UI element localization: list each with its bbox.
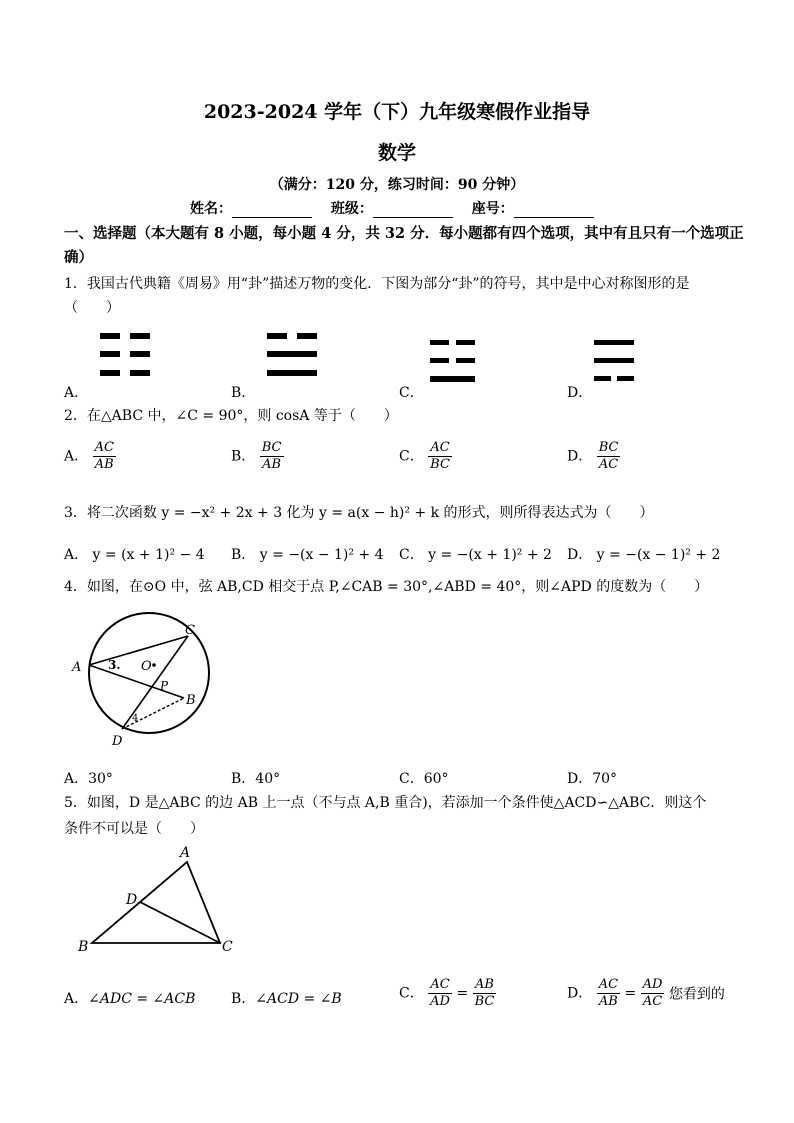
q4-stem: 4．如图，在⊙O 中，弦 AB,CD 相交于点 P,∠CAB = 30°,∠ABD = 40°，则∠APD 的度数为（ ） xyxy=(64,579,709,595)
class-blank[interactable] xyxy=(373,203,453,218)
q3-option-a[interactable]: A． y = (x + 1)² − 4 xyxy=(64,547,205,563)
denominator: AC xyxy=(598,457,619,472)
center-point xyxy=(152,663,156,667)
q4-option-a[interactable]: A．30° xyxy=(64,771,113,787)
q3-stem: 3．将二次函数 y = −x² + 2x + 3 化为 y = a(x − h)² + k 的形式，则所得表达式为（ ） xyxy=(64,505,654,521)
page-title: 2023-2024 学年（下）九年级寒假作业指导 xyxy=(203,101,591,123)
q2-option-d[interactable] xyxy=(567,440,620,473)
seat-blank[interactable] xyxy=(514,203,594,218)
name-label: 姓名： xyxy=(190,201,232,217)
q4-circle-figure xyxy=(62,605,222,755)
q1-option-c[interactable]: C． xyxy=(399,385,424,401)
denominator: AB xyxy=(94,457,114,472)
option-label: B． xyxy=(231,991,256,1007)
angle-label-30: 3. xyxy=(108,658,121,672)
denominator: AD xyxy=(430,994,450,1009)
option-label: C． xyxy=(399,448,424,465)
q1-option-a[interactable]: A． xyxy=(64,385,89,401)
numerator: AC xyxy=(430,440,450,455)
numerator: AD xyxy=(642,977,663,992)
q2-option-c[interactable] xyxy=(399,440,452,473)
fraction xyxy=(597,440,621,473)
q3-option-b[interactable]: B． y = −(x − 1)² + 4 xyxy=(231,547,384,563)
triangle-abc xyxy=(92,862,220,943)
q1-trigrams-figure xyxy=(60,320,700,400)
fraction xyxy=(428,440,452,473)
denominator: BC xyxy=(430,457,450,472)
q2-option-b[interactable] xyxy=(231,440,284,473)
label-d: D xyxy=(112,734,123,749)
score-line: （满分：120 分，练习时间：90 分钟） xyxy=(269,177,525,193)
numerator: AC xyxy=(430,977,450,992)
seat-label: 座号： xyxy=(471,201,514,217)
subject-title: 数学 xyxy=(377,142,416,164)
label-p: P xyxy=(160,679,169,693)
label-c: C xyxy=(185,623,195,638)
option-label: D． xyxy=(567,448,593,465)
trigram-b xyxy=(267,333,317,376)
section-heading: 一、选择题（本大题有 8 小题，每小题 4 分，共 32 分．每小题都有四个选项，其中有且只有一个选项正确） xyxy=(64,225,744,266)
numerator: AB xyxy=(475,977,494,992)
q3-option-d[interactable]: D． y = −(x − 1)² + 2 xyxy=(567,547,721,563)
fraction xyxy=(260,440,284,473)
fraction-right xyxy=(641,977,665,1010)
q4-option-b[interactable]: B．40° xyxy=(231,771,281,787)
label-b: B xyxy=(186,693,196,708)
q5-stem-line2: 条件不可以是（ ） xyxy=(64,821,204,837)
q5-triangle-figure xyxy=(70,840,250,955)
denominator: AB xyxy=(262,457,282,472)
denominator: AB xyxy=(598,994,618,1009)
q1-option-d[interactable]: D． xyxy=(567,385,593,401)
denominator: AC xyxy=(642,994,663,1009)
denominator: BC xyxy=(474,994,495,1009)
q3-option-c[interactable]: C． y = −(x + 1)² + 2 xyxy=(399,547,552,563)
q2-stem: 2．在△ABC 中，∠C = 90°，则 cosA 等于（ ） xyxy=(64,408,398,424)
q5-option-d[interactable] xyxy=(567,977,725,1010)
equals-sign: = xyxy=(624,985,637,1002)
fraction-right xyxy=(473,977,497,1010)
student-info-line xyxy=(190,198,608,218)
trigram-a xyxy=(100,333,150,376)
label-b: B xyxy=(78,939,89,955)
label-a: A xyxy=(180,845,191,861)
label-a: A xyxy=(72,660,82,675)
q5-option-c[interactable] xyxy=(399,977,496,1010)
option-text: ∠ACD = ∠B xyxy=(255,991,342,1007)
option-label: D． xyxy=(567,985,593,1002)
trigram-d xyxy=(594,340,634,381)
angle-label-40: 4 xyxy=(132,713,139,724)
fraction xyxy=(93,440,116,473)
q5-stem-line1: 5．如图，D 是△ABC 的边 AB 上一点（不与点 A,B 重合)，若添加一个条件使△ACD∽△ABC．则这个 xyxy=(64,795,707,811)
q4-option-d[interactable]: D．70° xyxy=(567,771,618,787)
label-o: O xyxy=(141,659,152,674)
fraction-left xyxy=(428,977,452,1010)
label-c: C xyxy=(222,939,233,955)
fraction-left xyxy=(597,977,620,1010)
numerator: BC xyxy=(598,440,619,455)
option-label: C． xyxy=(399,985,424,1002)
option-label: A． xyxy=(64,991,89,1007)
option-text: ∠ADC = ∠ACB xyxy=(88,991,196,1007)
q2-option-a[interactable] xyxy=(64,440,116,473)
label-d: D xyxy=(126,892,138,908)
segment-cd xyxy=(140,902,220,943)
q1-stem: 1．我国古代典籍《周易》用“卦”描述万物的变化．下图为部分“卦”的符号，其中是中心对称图形的是 xyxy=(64,276,690,292)
trigram-c xyxy=(430,340,475,382)
q1-paren: （ ） xyxy=(64,300,120,316)
chord-ab xyxy=(89,665,184,698)
chord-ac xyxy=(89,636,188,665)
class-label: 班级： xyxy=(330,201,373,217)
equals-sign: = xyxy=(456,985,469,1002)
q4-option-c[interactable]: C．60° xyxy=(399,771,449,787)
numerator: AC xyxy=(94,440,114,455)
option-label: A． xyxy=(64,448,89,465)
q1-option-b[interactable]: B． xyxy=(231,385,256,401)
numerator: BC xyxy=(261,440,282,455)
option-label: B． xyxy=(231,448,256,465)
q5-option-b[interactable] xyxy=(231,988,342,1008)
q5-option-a[interactable] xyxy=(64,988,195,1008)
name-blank[interactable] xyxy=(232,203,312,218)
trailing-text: 您看到的 xyxy=(668,986,725,1003)
numerator: AC xyxy=(598,977,619,992)
